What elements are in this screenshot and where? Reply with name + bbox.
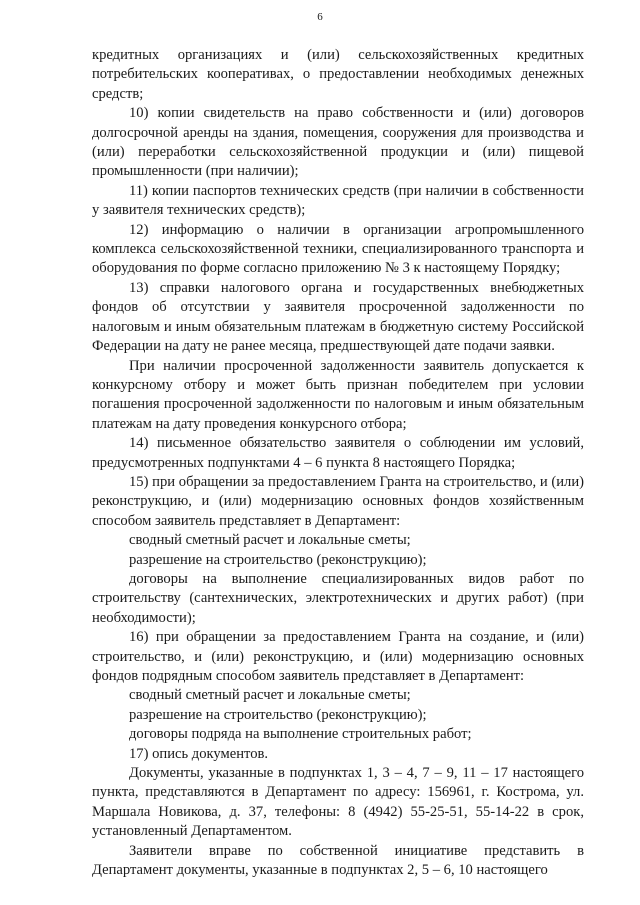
paragraph: 17) опись документов. — [129, 745, 269, 762]
paragraph: Заявители вправе по собственной инициативе представить в Департамент документы, указанные в подпунктах 2, 5 – 6, 10 настоящего — [92, 842, 584, 879]
paragraph: договоры подряда на выполнение строительных работ; — [129, 726, 472, 743]
paragraph: сводный сметный расчет и локальные сметы; — [129, 687, 411, 704]
paragraph: При наличии просроченной задолженности заявитель допускается к конкурсному отбору и может быть признан победителем при условии погашения просроченной задолженности по налоговым и иным обязательным платежам на дату проведения конкурсного отбора; — [92, 357, 584, 432]
paragraph: разрешение на строительство (реконструкцию); — [129, 706, 427, 723]
paragraph: 15) при обращении за предоставлением Гранта на строительство, и (или) реконструкцию, и (или) модернизацию основных фондов хозяйственным способом заявитель представляет в Департамент: — [92, 473, 584, 529]
page-number: 6 — [317, 11, 323, 23]
paragraph: разрешение на строительство (реконструкцию); — [129, 551, 427, 568]
paragraph: 14) письменное обязательство заявителя о соблюдении им условий, предусмотренных подпунктами 4 – 6 пункта 8 настоящего Порядка; — [92, 435, 584, 471]
document-body — [92, 46, 584, 880]
paragraph: 16) при обращении за предоставлением Гранта на создание, и (или) строительство, и (или) реконструкцию, и (или) модернизацию основных фондов подрядным способом заявитель представляет в Департамент: — [92, 629, 584, 684]
paragraph: договоры на выполнение специализированных видов работ по строительству (сантехнических, электротехнических и других работ) (при необходимости); — [92, 570, 584, 626]
paragraph: Документы, указанные в подпунктах 1, 3 – 4, 7 – 9, 11 – 17 настоящего пункта, представляются в Департамент по адресу: 156961, г. Кострома, ул. Маршала Новикова, д. 37, телефоны: 8 (4942) 55-25-51, 55-14-22 в срок, установленный Департаментом. — [92, 765, 584, 840]
paragraph: сводный сметный расчет и локальные сметы; — [129, 532, 411, 549]
paragraph: 10) копии свидетельств на право собственности и (или) договоров долгосрочной аренды на здания, помещения, сооружения для производства и (или) переработки сельскохозяйственной продукции и (или) пищевой промышленности (при наличии); — [92, 105, 584, 180]
paragraph: 12) информацию о наличии в организации агропромышленного комплекса сельскохозяйственной техники, специализированного транспорта и оборудования по форме согласно приложению № 3 к настоящему Порядку; — [92, 221, 584, 277]
paragraph: 11) копии паспортов технических средств (при наличии в собственности у заявителя технических средств); — [92, 182, 584, 219]
paragraph: 13) справки налогового органа и государственных внебюджетных фондов об отсутствии у заявителя просроченной задолженности по налоговым и иным обязательным платежам в бюджетную систему Российской Федерации на дату не ранее месяца, предшествующей дате подачи заявки. — [92, 279, 584, 355]
paragraph: кредитных организациях и (или) сельскохозяйственных кредитных потребительских кооперативах, о предоставлении необходимых денежных средств; — [92, 47, 584, 102]
